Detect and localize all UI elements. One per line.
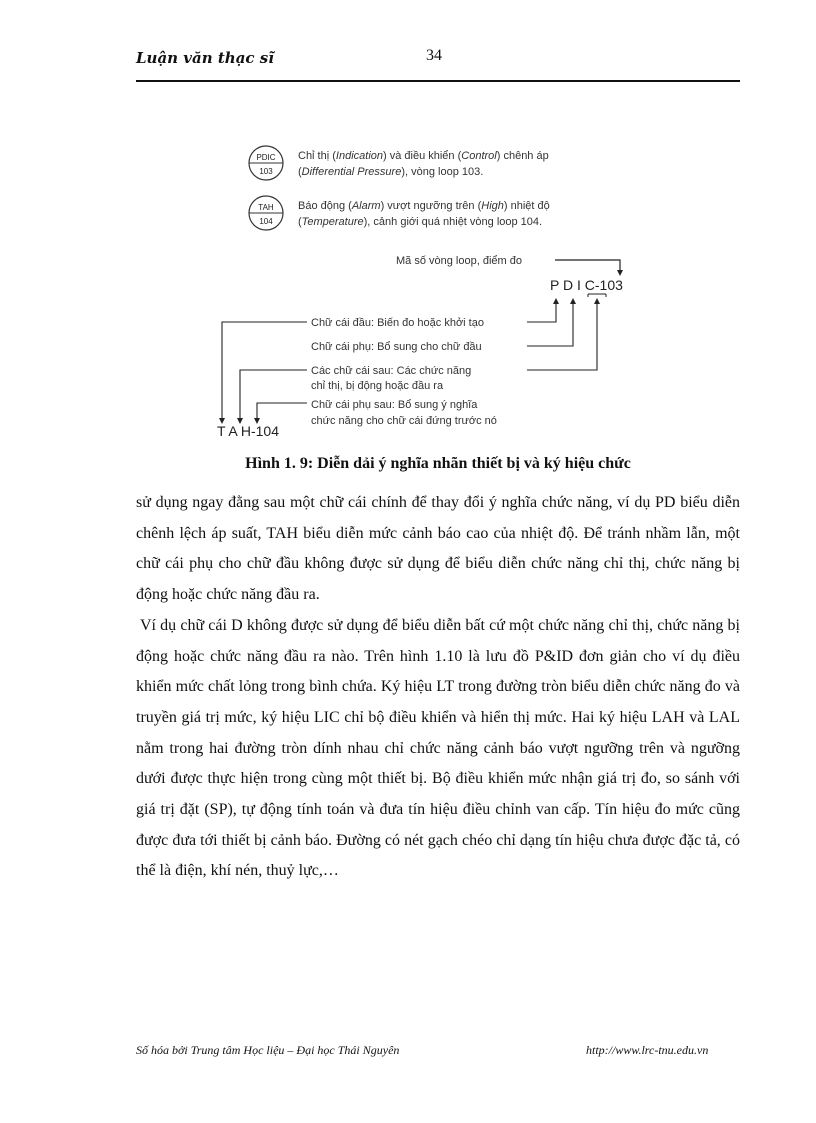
tah-bubble-top: TAH xyxy=(258,203,274,212)
desc-succeeding-modifier-line2: chức năng cho chữ cái đứng trước nó xyxy=(311,415,497,427)
desc-first-letter: Chữ cái đầu: Biến đo hoặc khởi tạo xyxy=(311,317,484,329)
tah-bubble-symbol xyxy=(249,196,283,230)
arrow-succeeding-modifier-tah xyxy=(257,403,307,420)
pdic-bubble-symbol xyxy=(249,146,283,180)
desc-succeeding-line1: Các chữ cái sau: Các chức năng xyxy=(311,365,472,377)
loop-number-arrow xyxy=(555,260,620,272)
figure-instrument-tag-diagram xyxy=(0,0,816,450)
arrow-modifier-pdic xyxy=(527,302,573,346)
footer-source: Số hóa bởi Trung tâm Học liệu – Đại học Thái Nguyên xyxy=(136,1043,400,1057)
paragraph-2: Ví dụ chữ cái D không được sử dụng để biểu diễn bất cứ một chức năng chỉ thị, chức năng bị động hoặc chức năng đầu ra nào. Trên hình 1.10 là lưu đồ P&ID đơn giản cho ví dụ điều khiển mức chất lỏng trong bình chứa. Ký hiệu LT trong đường tròn biểu diễn chức năng đo và truyền giá trị mức, ký hiệu LIC chỉ bộ điều khiển và hiển thị mức. Hai ký hiệu LAH và LAL nằm trong hai đường tròn dính nhau chỉ chức năng cảnh báo vượt ngưỡng trên và ngưỡng dưới được thực hiện trong cùng một thiết bị. Bộ điều khiển mức nhận giá trị đo, so sánh với giá trị đặt (SP), tự động tính toán và đưa tín hiệu điều chỉnh van cấp. Tín hiệu đo mức cũng được đưa tới thiết bị cảnh báo. Đường có nét gạch chéo chỉ dạng tín hiệu chưa được đặc tả, có thể là điện, khí nén, thuỷ lực,… xyxy=(136,616,740,880)
pdic-description-line2: (Differential Pressure), vòng loop 103. xyxy=(298,166,484,178)
page-number: 34 xyxy=(426,47,442,64)
desc-modifier: Chữ cái phụ: Bổ sung cho chữ đầu xyxy=(311,341,482,353)
tah-bubble-bottom: 104 xyxy=(259,217,273,226)
pdic-bubble-top: PDIC xyxy=(256,153,276,162)
desc-succeeding-modifier-line1: Chữ cái phụ sau: Bổ sung ý nghĩa xyxy=(311,399,478,411)
arrow-first-letter-pdic xyxy=(527,302,556,322)
tah-description-line1: Báo động (Alarm) vượt ngưỡng trên (High) nhiệt độ xyxy=(298,200,550,212)
footer-url: http://www.lrc-tnu.edu.vn xyxy=(586,1043,709,1057)
running-header-title: Luận văn thạc sĩ xyxy=(136,49,274,67)
pdic-bubble-bottom: 103 xyxy=(259,167,273,176)
desc-succeeding-line2: chỉ thị, bị động hoặc đầu ra xyxy=(311,380,444,392)
tag-tah-104: T A H-104 xyxy=(217,423,280,439)
tah-description-line2: (Temperature), cảnh giới quá nhiệt vòng loop 104. xyxy=(298,216,543,228)
paragraph-1: sử dụng ngay đằng sau một chữ cái chính để thay đổi ý nghĩa chức năng, ví dụ PD biểu diễn chênh lệch áp suất, TAH biểu diễn mức cảnh báo cao của nhiệt độ. Để tránh nhầm lẫn, một chữ cái phụ cho chữ đầu không được sử dụng để biểu diễn chức năng chỉ thị, chức năng bị động hoặc chức năng đầu ra. xyxy=(136,494,740,604)
tag-pdic-103: P D I C-103 xyxy=(550,277,623,293)
pdic-description-line1: Chỉ thị (Indication) và điều khiển (Control) chênh áp xyxy=(298,150,549,162)
figure-caption: Hình 1. 9: Diễn dải ý nghĩa nhãn thiết bị và ký hiệu chức xyxy=(245,455,631,472)
loop-number-label: Mã số vòng loop, điểm đo xyxy=(396,255,522,267)
arrow-succeeding-tah xyxy=(240,370,307,420)
arrow-succeeding-pdic xyxy=(527,302,597,370)
body-text xyxy=(136,488,740,887)
arrow-first-letter-tah xyxy=(222,322,307,420)
